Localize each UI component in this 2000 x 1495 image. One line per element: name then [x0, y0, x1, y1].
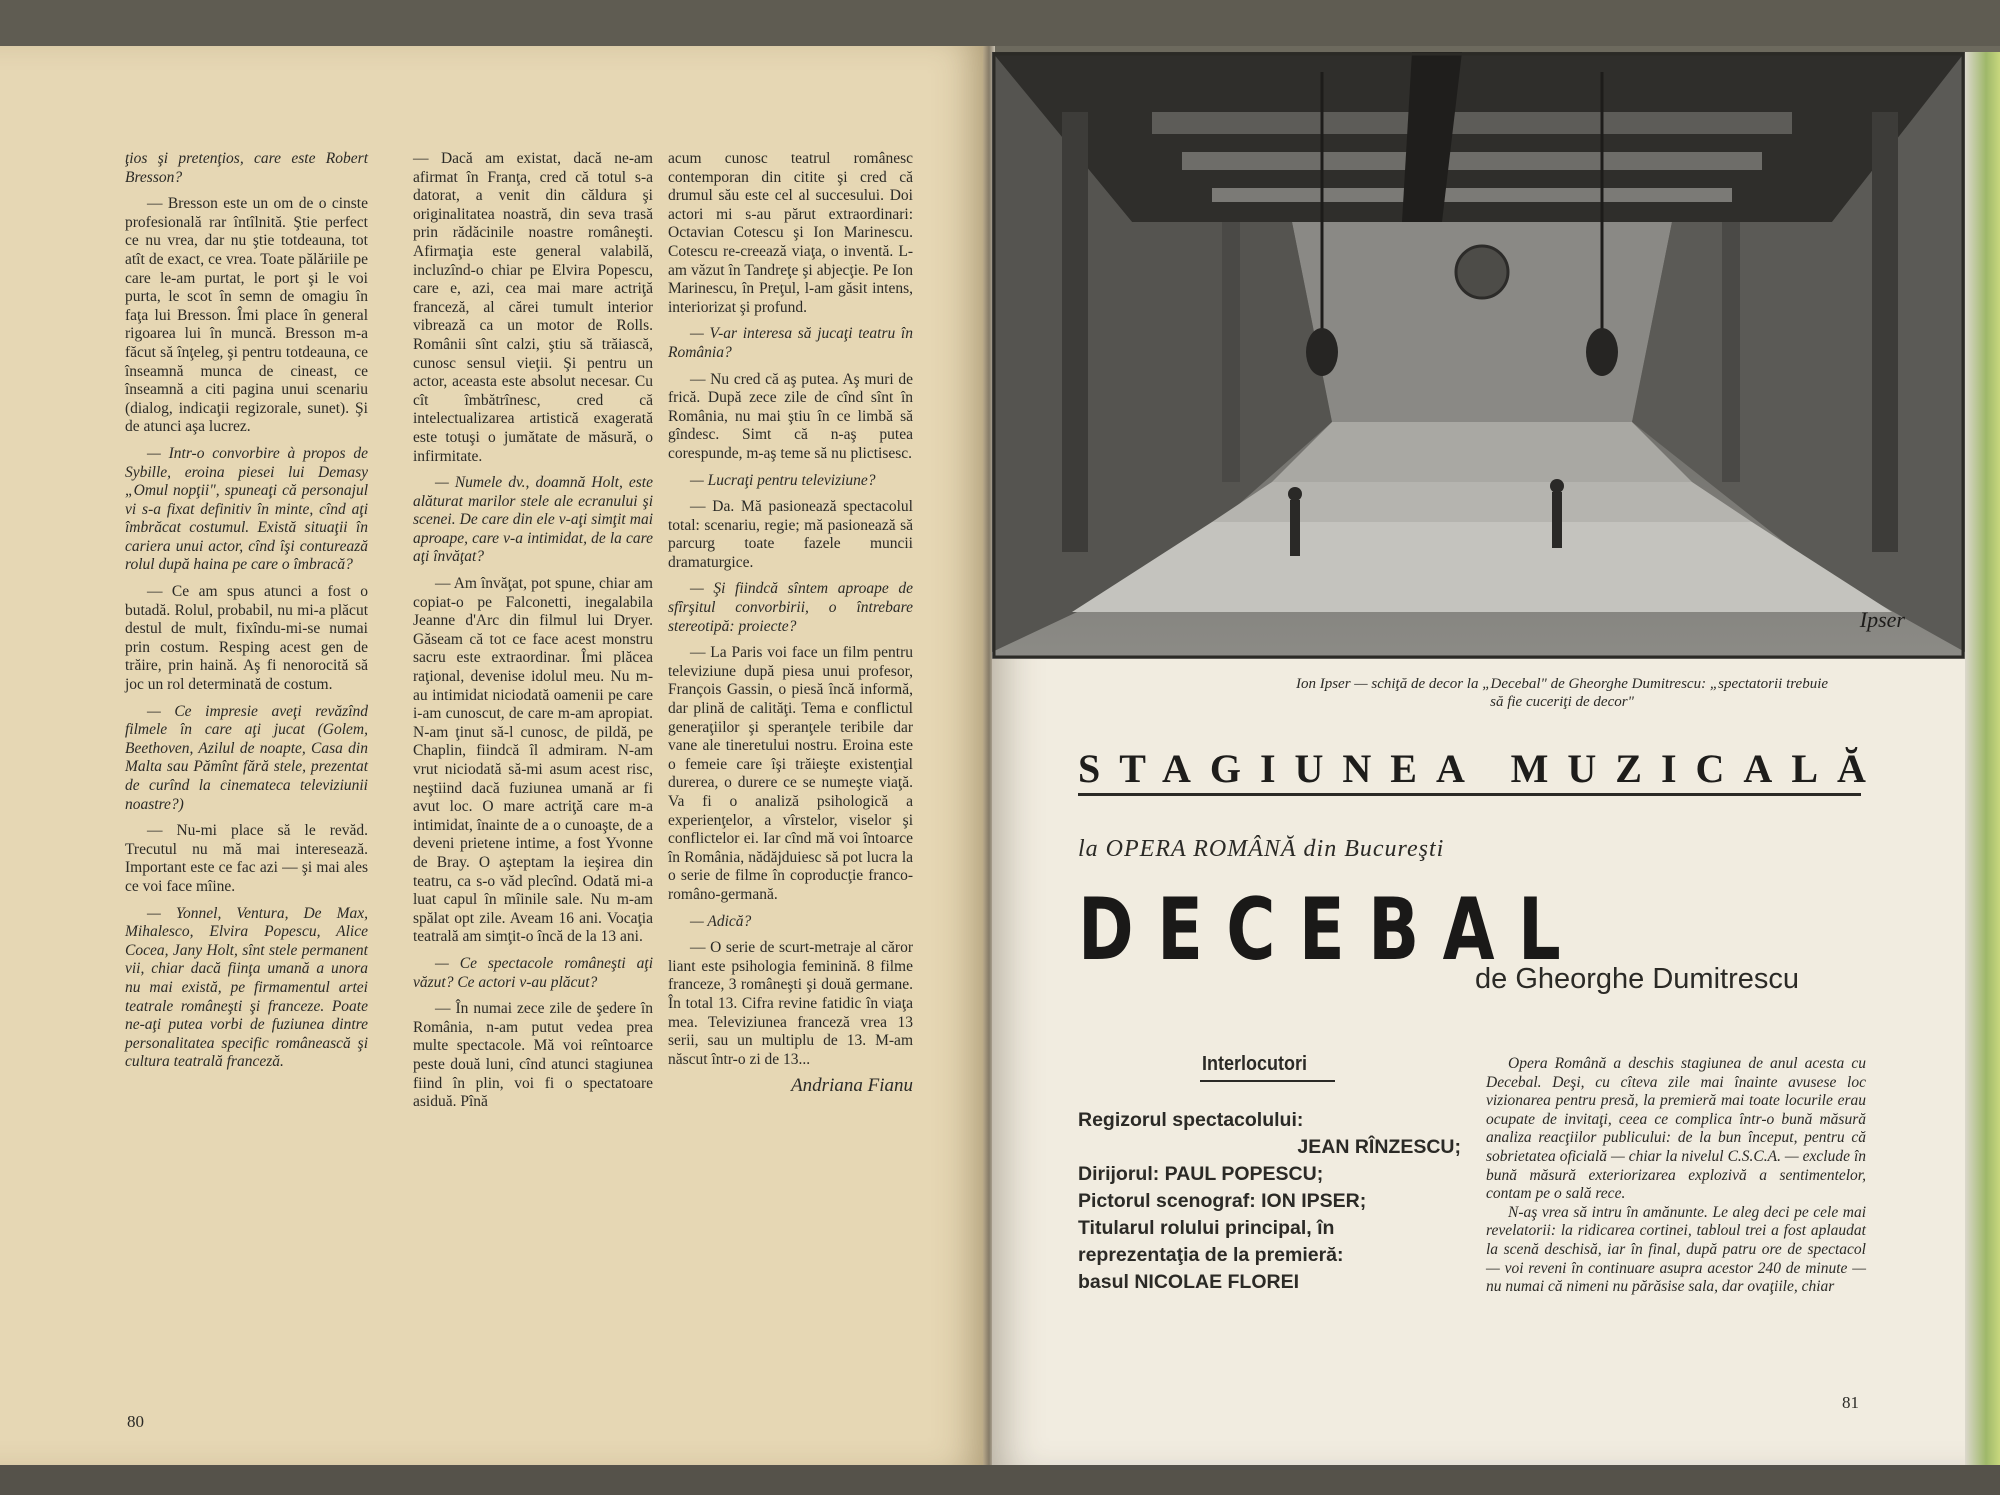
book-board-bottom [0, 1465, 2000, 1495]
credits-list [1078, 1107, 1461, 1296]
page-number-right: 81 [1842, 1393, 1859, 1412]
interview-question: — Adică? [690, 912, 752, 930]
interview-question: — Intr-o convorbire à propos de Sybille, eroina piesei lui Demasy „Omul nopţii", spuneaţi că personajul vi s-a fixat definitiv în minte, cînd aţi îmbrăcat costumul. Există situaţii în cariera unui actor, cînd îşi conturează rolul după haina pe care o îmbracă? [125, 444, 368, 574]
interview-question: — Ce spectacole româneşti aţi văzut? Ce actori v-au plăcut? [413, 954, 653, 991]
illustration-signature: Ipser [1859, 607, 1905, 632]
interview-answer: — Da. Mă pasionează spectacolul total: scenariu, regie; mă pasionează să parcurg toate fazele muncii dramaturgice. [668, 498, 913, 571]
section-title: STAGIUNEA MUZICALĂ [1078, 746, 1885, 791]
interview-answer: — Nu cred că aş putea. Aş muri de frică. După zece zile de cînd sînt în România, nu mai ştiu în ce limbă să gîndesc. Simt că n-aş putea corespunde, m-aş teme să nu plictisesc. [668, 370, 913, 462]
page-number-left: 80 [127, 1412, 144, 1431]
review-paragraph: N-aş vrea să intru în amănunte. Le aleg deci pe cele mai revelatorii: la ridicarea cortinei, tabloul trei a fost aplaudat la scenă deschisă, iar în final, după patru ore de spectacol — voi reveni în continuare asupra acestor 240 de minute — nu numai că nimeni nu părăsise sala, dar ovaţiile, chiar [1486, 1203, 1866, 1296]
left-column-1 [125, 150, 368, 1080]
credit-line: reprezentaţia de la premieră: [1078, 1244, 1344, 1266]
interlocutors-rule [1200, 1080, 1335, 1082]
book-board-top [0, 0, 2000, 46]
credit-line: Titularul rolului principal, în [1078, 1217, 1335, 1239]
interview-answer: — La Paris voi face un film pentru televiziune după piesa unui profesor, François Gassin, o piesă încă informă, dar plină de calităţi. Tema e conflictul generaţiilor şi speranţele teribile dar vane ale tineretului nostru. Eroina este o femeie care îşi trăieşte existenţial durerea, o durere ce se numeşte viaţă. Va fi o analiză psihologică a experienţelor, a vîrstelor, viselor şi conflictelor ei. Iar cînd mă voi întoarce în România, nădăjduiesc să pot lucra la o serie de filme în coproducţie franco-româno-germană. [668, 644, 913, 903]
interview-answer: acum cunosc teatrul românesc contemporan din citite şi cred că drumul său este cel al succesului. Doi actori mi s-au părut extraordinari: Octavian Cotescu şi Ion Marinescu. Cotescu re-creează viaţa, o inventă. L-am văzut în Tandreţe şi abjecţie. Pe Ion Marinescu, în Preţul, l-am găsit intens, interiorizat şi profund. [668, 150, 913, 316]
interview-answer: — Am învăţat, pot spune, chiar am copiat-o pe Falconetti, inegalabila Jeanne d'Arc din filmul lui Dryer. Găseam că tot ce face acest monstru sacru este extraordinar. Îmi plăcea raţional, devenise idolul meu. Nu m-au intimidat niciodată oamenii pe care i-am cunoscut, de care m-am apropiat. N-am ţinut să-l cunosc, de pildă, pe Chaplin, fiindcă îl admiram. N-am vrut niciodată să-mi asum acest risc, neştiind dacă fuziunea umană ar fi avut loc. O mare actriţă care m-a intimidat, înainte de a o cunoaşte, de a deveni prietene intime, a fost Yvonne de Bray. O aşteptam la ieşirea din teatru, ca s-o văd plecînd. Odată mi-a luat capul în mîinile sale. Nu m-am spălat opt zile. Aveam 16 ani. Vocaţia teatrală am simţit-o încă de la 13 ani. [413, 575, 653, 946]
left-column-3 [668, 150, 913, 1104]
review-paragraph: Opera Română a deschis stagiunea de anul acesta cu Decebal. Deşi, cu cîteva zile mai înainte avusese loc vizionarea pentru presă, la premieră mai toate locurile erau ocupate de invitaţi, ceea ce complica într-o bună măsură analiza reacţiilor publicului: de la bun început, pentru că sobrietatea oficială — chiar la nivelul C.S.C.A. — exclude în bună măsură exteriorizarea explozivă a sentimentelor, contam pe o sală rece. [1486, 1055, 1866, 1203]
interview-question: — Yonnel, Ventura, De Max, Mihalesco, Elvira Popescu, Alice Cocea, Jany Holt, sînt stele permanent vii, chiar dacă fiinţa umană a unora nu mai există, pe firmamentul artei teatrale româneşti şi franceze. Poate ne-aţi putea vorbi de fuziunea dintre personalitatea specific românească şi cultura teatrală franceză. [125, 904, 368, 1071]
subtitle: la OPERA ROMÂNĂ din Bucureşti [1078, 836, 1445, 862]
interview-answer: — În numai zece zile de şedere în România, n-am putut vedea prea multe spectacole. Mă voi reîntoarce peste două luni, cînd atunci stagiunea fiind în plin, voi fi o spectatoare asiduă. Pînă [413, 1000, 653, 1111]
title-rule [1078, 793, 1861, 796]
stage-set-drawing [992, 52, 1965, 659]
illustration-caption: Ion Ipser — schiţă de decor la „Decebal" de Gheorghe Dumitrescu: „spectatorii trebuie să fie cuceriţi de decor" [1295, 676, 1829, 710]
interview-question: — Lucraţi pentru televiziune? [690, 471, 876, 489]
interview-answer: — O serie de scurt-metraje al căror liant este psihologia feminină. 8 filme franceze, 3 româneşti şi două germane. În total 13. Cifra revine fatidic în viaţa mea. Televiziunea franceză vrea 13 serii, sau un multiplu de 13. M-am născut într-o zi de 13... [668, 939, 913, 1068]
credit-line: Regizorul spectacolului: [1078, 1109, 1304, 1131]
left-column-2 [413, 150, 653, 1120]
interview-answer: — Bresson este un om de o cinste profesională rar întîlnită. Ştie perfect ce nu vrea, dar nu ştie totdeauna, tot atît de exact, ce vrea. Toate pălăriile pe care le-am purtat, le port şi le voi purta, le scot în semn de omagiu în faţa lui Bresson. Îmi place în general rigoarea lui în muncă. Bresson m-a făcut să înţeleg, şi pentru totdeauna, ce înseamnă munca de cineast, ce înseamnă a citi pagina unui scenariu (dialog, indicaţii regizorale, sunet). Şi de atunci aşa lucrez. [125, 195, 368, 436]
interview-question: — Numele dv., doamnă Holt, este alăturat marilor stele ale ecranului şi scenei. De care din ele v-aţi simţit mai aproape, care v-a intimidat, de la care aţi învăţat? [413, 474, 653, 566]
interview-question: — V-ar interesa să jucaţi teatru în România? [668, 325, 913, 361]
interview-question: — Ce impresie aveţi revăzînd filmele în care aţi jucat (Golem, Beethoven, Azilul de noapte, Casa din Malta sau Pămînt fără stele, prezentat de curînd la cinemateca televiziunii noastre?) [125, 702, 368, 813]
interview-answer: — Nu-mi place să le revăd. Trecutul nu mă mai interesează. Important este ce fac azi — şi mai ales ce voi face mîine. [125, 822, 368, 895]
interview-question: ţios şi pretenţios, care este Robert Bresson? [125, 150, 368, 186]
credit-line: JEAN RÎNZESCU; [1297, 1136, 1461, 1158]
interview-answer: — Ce am spus atunci a fost o butadă. Rolul, probabil, nu mi-a plăcut destul de mult, fixîndu-mi-se numai prin costum. Resping acest gen de trăire, prin haină. Aş fi nenorocită să joc un rol determinată de costum. [125, 583, 368, 694]
stage-set-sketch [992, 52, 1965, 659]
opera-title: DECEBAL [1078, 880, 1585, 980]
credit-line: Dirijorul: PAUL POPESCU; [1078, 1163, 1324, 1185]
interview-answer: — Dacă am existat, dacă ne-am afirmat în Franţa, cred că totul s-a datorat, a venit din căldura şi originalitatea noastră, din seva trasă prin rădăcinile noastre româneşti. Afirmaţia este general valabilă, incluzînd-o chiar pe Elvira Popescu, care e, azi, cea mai mare actriţă franceză, al cărei tumult interior vibrează ca un motor de Rolls. Românii sînt calzi, ştiu să trăiască, cunosc sensul vieţii. Şi pentru un actor, aceasta este absolut necesar. Cu cît îmbătrînesc, cred că intelectualizarea artistică exagerată este totuşi o jumătate de măsură, o infirmitate. [413, 150, 653, 465]
credit-line: basul NICOLAE FLOREI [1078, 1271, 1300, 1293]
article-signature: Andriana Fianu [791, 1075, 913, 1097]
review-text [1486, 1055, 1866, 1297]
credit-line: Pictorul scenograf: ION IPSER; [1078, 1190, 1367, 1212]
interlocutors-heading: Interlocutori [1202, 1053, 1308, 1075]
interview-question: — Şi fiindcă sîntem aproape de sfîrşitul convorbirii, o întrebare stereotipă: proiecte? [668, 580, 913, 635]
composer: de Gheorghe Dumitrescu [1475, 963, 1799, 995]
page-edges [1965, 52, 2000, 1465]
